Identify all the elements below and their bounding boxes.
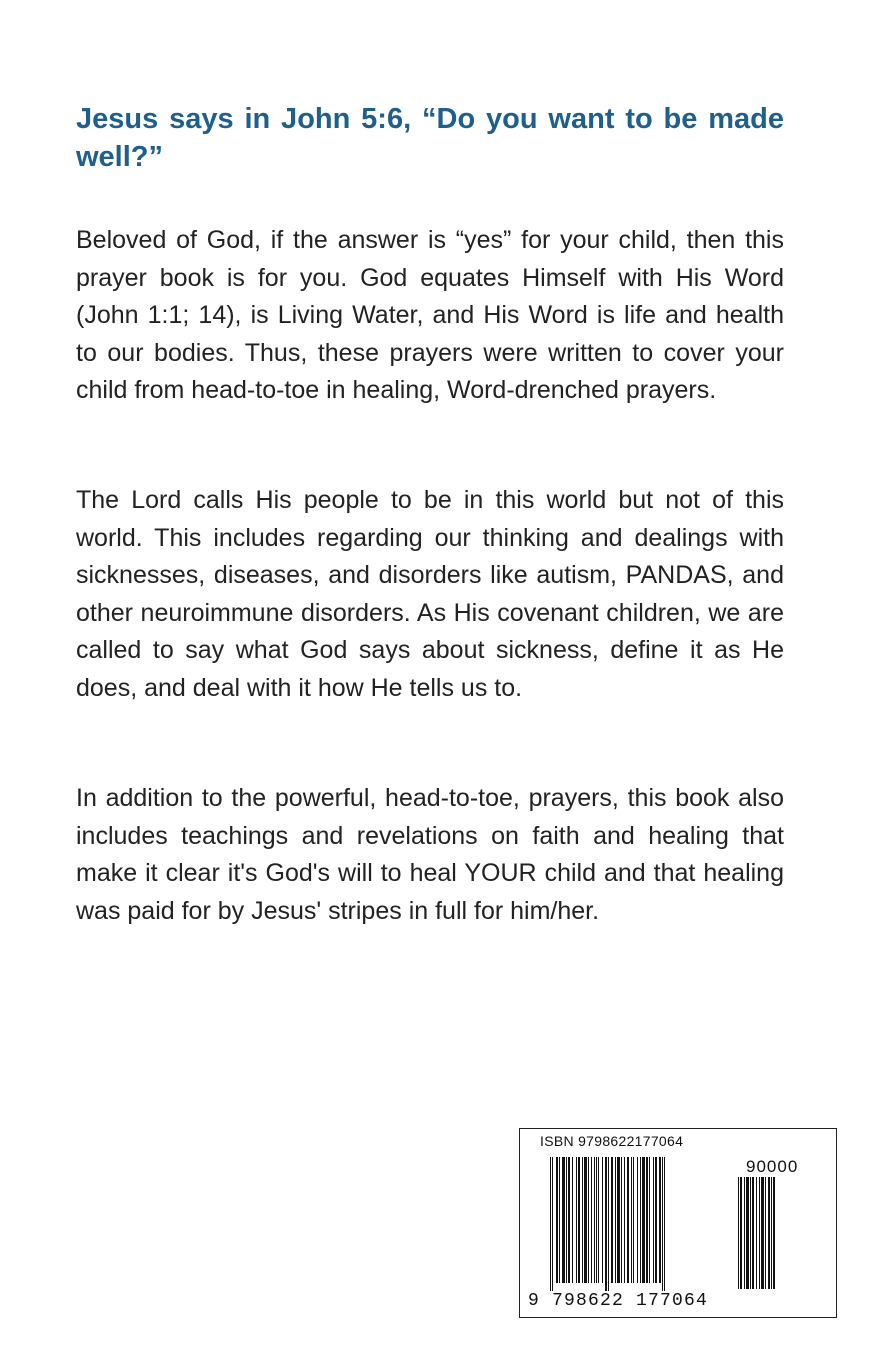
barcode-bar: [552, 1157, 553, 1291]
barcode-bar: [568, 1157, 570, 1283]
barcode-bar: [752, 1177, 754, 1289]
barcode-bar: [662, 1157, 663, 1291]
barcode-bar: [572, 1157, 573, 1283]
barcode-bar: [759, 1177, 760, 1289]
barcode-bar: [611, 1157, 613, 1283]
barcode-bar: [631, 1157, 632, 1283]
barcode-bar: [598, 1157, 599, 1283]
paragraph-3: In addition to the powerful, head-to-toe, prayers, this book also includes teachings and revelations on faith and healing that make it clear it's God's will to heal YOUR child and that healing was paid for by Jesus' stripes in full for him/her.: [76, 784, 784, 925]
barcode-bar: [771, 1177, 772, 1289]
barcode-bar: [615, 1157, 616, 1283]
barcode-bar: [621, 1157, 622, 1283]
paragraph-1: Beloved of God, if the answer is “yes” for your child, then this prayer book is for you. God equates Himself with His Word (John 1:1; 14), is Living Water, and His Word is life and health to our bodies. Thus, these prayers were written to cover your child from head-to-toe in healing, Word-drenched prayers.: [76, 226, 784, 404]
cover-heading: Jesus says in John 5:6, “Do you want to be made well?”: [76, 103, 784, 173]
barcode-bar: [642, 1157, 645, 1283]
barcode-bar: [608, 1157, 609, 1291]
barcode-bar: [566, 1157, 567, 1283]
price-code: 90000: [746, 1157, 799, 1176]
barcode-bar: [637, 1157, 638, 1283]
barcode-bar: [756, 1177, 757, 1289]
barcode-bar: [746, 1177, 749, 1289]
barcode-bar: [576, 1157, 577, 1283]
barcode-bar: [559, 1157, 560, 1283]
barcode-bar: [655, 1157, 657, 1283]
addon-barcode: [738, 1177, 775, 1289]
barcode-bar: [633, 1157, 634, 1283]
barcode-bar: [659, 1157, 661, 1283]
barcode-bar: [596, 1157, 597, 1283]
barcode-bar: [744, 1177, 745, 1289]
barcode-bar: [594, 1157, 595, 1283]
barcode-bar: [562, 1157, 565, 1283]
isbn-label: ISBN 9798622177064: [540, 1133, 684, 1149]
isbn-barcode: [519, 1128, 837, 1318]
barcode-bar: [578, 1157, 580, 1283]
barcode-bar: [556, 1157, 558, 1283]
barcode-bar: [584, 1157, 587, 1283]
paragraph-2: The Lord calls His people to be in this world but not of this world. This includes regarding our thinking and dealings with sicknesses, diseases, and disorders like autism, PANDAS, and other neuroimmune disorders. As His covenant children, we are called to say what God says about sickness, define it as He does, and deal with it how He tells us to.: [76, 486, 784, 702]
barcode-bar: [761, 1177, 764, 1289]
barcode-bar: [591, 1157, 592, 1283]
barcode-bar: [649, 1157, 650, 1283]
barcode-bar: [640, 1157, 641, 1283]
barcode-bar: [765, 1177, 766, 1289]
barcode-bar: [740, 1177, 742, 1289]
barcode-bar: [605, 1157, 607, 1291]
barcode-bar: [738, 1177, 739, 1289]
barcode-bar: [664, 1157, 665, 1291]
barcode-bar: [550, 1157, 551, 1291]
barcode-bar: [646, 1157, 648, 1283]
isbn-digits: 9 798622 177064: [528, 1291, 709, 1311]
barcode-bar: [588, 1157, 589, 1283]
barcode-bar: [624, 1157, 625, 1283]
barcode-bar: [617, 1157, 620, 1283]
barcode-bar: [627, 1157, 629, 1283]
barcode-bar: [653, 1157, 654, 1283]
barcode-bar: [602, 1157, 603, 1283]
main-barcode: [550, 1157, 665, 1291]
barcode-bar: [582, 1157, 583, 1283]
barcode-bar: [750, 1177, 751, 1289]
barcode-bar: [773, 1177, 775, 1289]
barcode-bar: [768, 1177, 770, 1289]
